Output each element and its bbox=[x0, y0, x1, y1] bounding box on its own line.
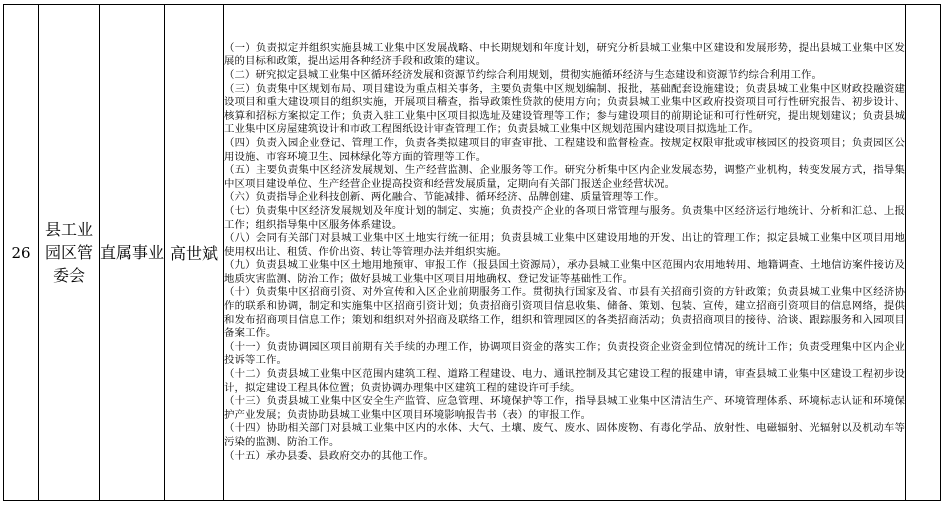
duty-item: （十三）负责县城工业集中区安全生产监管、应急管理、环境保护等工作，指导县城工业集中区清洁生产、环境管理体系、环境标志认证和环境保护产业发展；负责协助县城工业集中区项目环境影响报告书（表）的审报工作。 bbox=[224, 395, 905, 421]
duty-item: （一）负责拟定并组织实施县城工业集中区发展战略、中长期规划和年度计划，研究分析县城工业集中区建设和发展形势，提出县城工业集中区发展的目标和政策，提出运用各种经济手段和政策的建议。 bbox=[224, 41, 905, 68]
duty-item: （七）负责集中区经济发展规划及年度计划的制定、实施；负责投产企业的各项日常管理与服务。负责集中区经济运行地统计、分析和汇总、上报工作；组织指导集中区服务体系建设。 bbox=[224, 204, 905, 231]
row-number: 26 bbox=[4, 5, 39, 501]
duty-item: （五）主要负责集中区经济发展规划、生产经营监测、企业服务等工作。研究分析集中区内企业发展态势，调整产业机构，转变发展方式，指导集中区项目建设单位、生产经营企业提高投资和经营发展质量，定期向有关部门报送企业经营状况。 bbox=[224, 164, 905, 190]
duty-item: （十五）承办县委、县政府交办的其他工作。 bbox=[224, 449, 434, 462]
duty-item: （八）会同有关部门对县城工业集中区土地实行统一征用；负责县城工业集中区建设用地的开发、出让的管理工作；拟定县城工业集中区项目用地使用权出让、租赁、作价出资、转让等管理办法并组织实施。 bbox=[224, 232, 905, 258]
duty-item: （十二）负责县城工业集中区范围内建筑工程、道路工程建设、电力、通讯控制及其它建设工程的报建申请，审查县城工业集中区建设工程初步设计，拟定建设工程具体位置；负责协调办理集中区建筑工程的建设许可手续。 bbox=[224, 368, 905, 394]
duty-item: （二）研究拟定县城工业集中区循环经济发展和资源节约综合利用规划，贯彻实施循环经济与生态建设和资源节约综合利用工作。 bbox=[224, 68, 822, 81]
duty-item: （三）负责集中区规划布局、项目建设为重点相关事务，主要负责集中区规划编制、报批，基础配套设施建设；负责县城工业集中区财政投融资建设项目和重大建设项目的组织实施，开展项目稽查，指导政策性贷款的使用方向；负责县城工业集中区政府投资项目可行性研究报告、初步设计、核算和招标方案拟定工作；负责入驻工业集中区项目拟选址及建设管理等工作；参与建设项目的前期论证和可行性研究，提出规划建议；负责县城工业集中区房屋建筑设计和市政工程图纸设计审查管理工作；负责县城工业集中区规划范围内建设项目拟选址工作。 bbox=[224, 82, 905, 136]
department-name: 县工业园区管委会 bbox=[39, 5, 100, 501]
duty-item: （六）负责指导企业科技创新、两化融合、节能减排、循环经济、品牌创建、质量管理等工作。 bbox=[224, 191, 665, 204]
duty-item: （四）负责入园企业登记、管理工作，负责各类拟建项目的审查审批、工程建设和监督检查。按规定权限审批或审核园区的投资项目；负责园区公用设施、市容环境卫生、园林绿化等方面的管理等工作。 bbox=[224, 136, 905, 163]
duty-item: （十四）协助相关部门对县城工业集中区内的水体、大气、土壤、废气、废水、固体废物、有毒化学品、放射性、电磁辐射、光辐射以及机动车等污染的监测、防治工作。 bbox=[224, 422, 905, 449]
table-row bbox=[4, 5, 941, 501]
duty-item: （十一）负责协调园区项目前期有关手续的办理工作，协调项目资金的落实工作；负责投资企业资金到位情况的统计工作；负责受理集中区内企业投诉等工作。 bbox=[224, 340, 905, 367]
responsible-person: 高世斌 bbox=[165, 5, 224, 501]
duties-cell bbox=[224, 5, 906, 501]
duty-item: （十）负责集中区招商引资、对外宣传和入区企业前期服务工作。贯彻执行国家及省、市县有关招商引资的方针政策；负责县城工业集中区经济协作的联系和协调，制定和实施集中区招商引资计划；负责招商引资项目信息收集、储备、策划、包装、宣传，建立招商引资项目的信息网络，提供和发布招商项目信息工作；策划和组织对外招商及联络工作，组织和管理园区的各类招商活动；负责招商项目的接待、洽谈、跟踪服务和入园项目备案工作。 bbox=[224, 286, 905, 340]
unit-type: 直属事业 bbox=[100, 5, 165, 501]
remarks-cell bbox=[906, 5, 941, 501]
duty-item: （九）负责县城工业集中区土地用地预审、审报工作（报县国土资源局），承办县城工业集中区范围内农用地转用、地籍调查、土地信访案件接访及地质灾害监测、防治工作；做好县城工业集中区项目用地确权、登记发证等基础性工作。 bbox=[224, 259, 905, 285]
duty-table bbox=[3, 4, 941, 501]
